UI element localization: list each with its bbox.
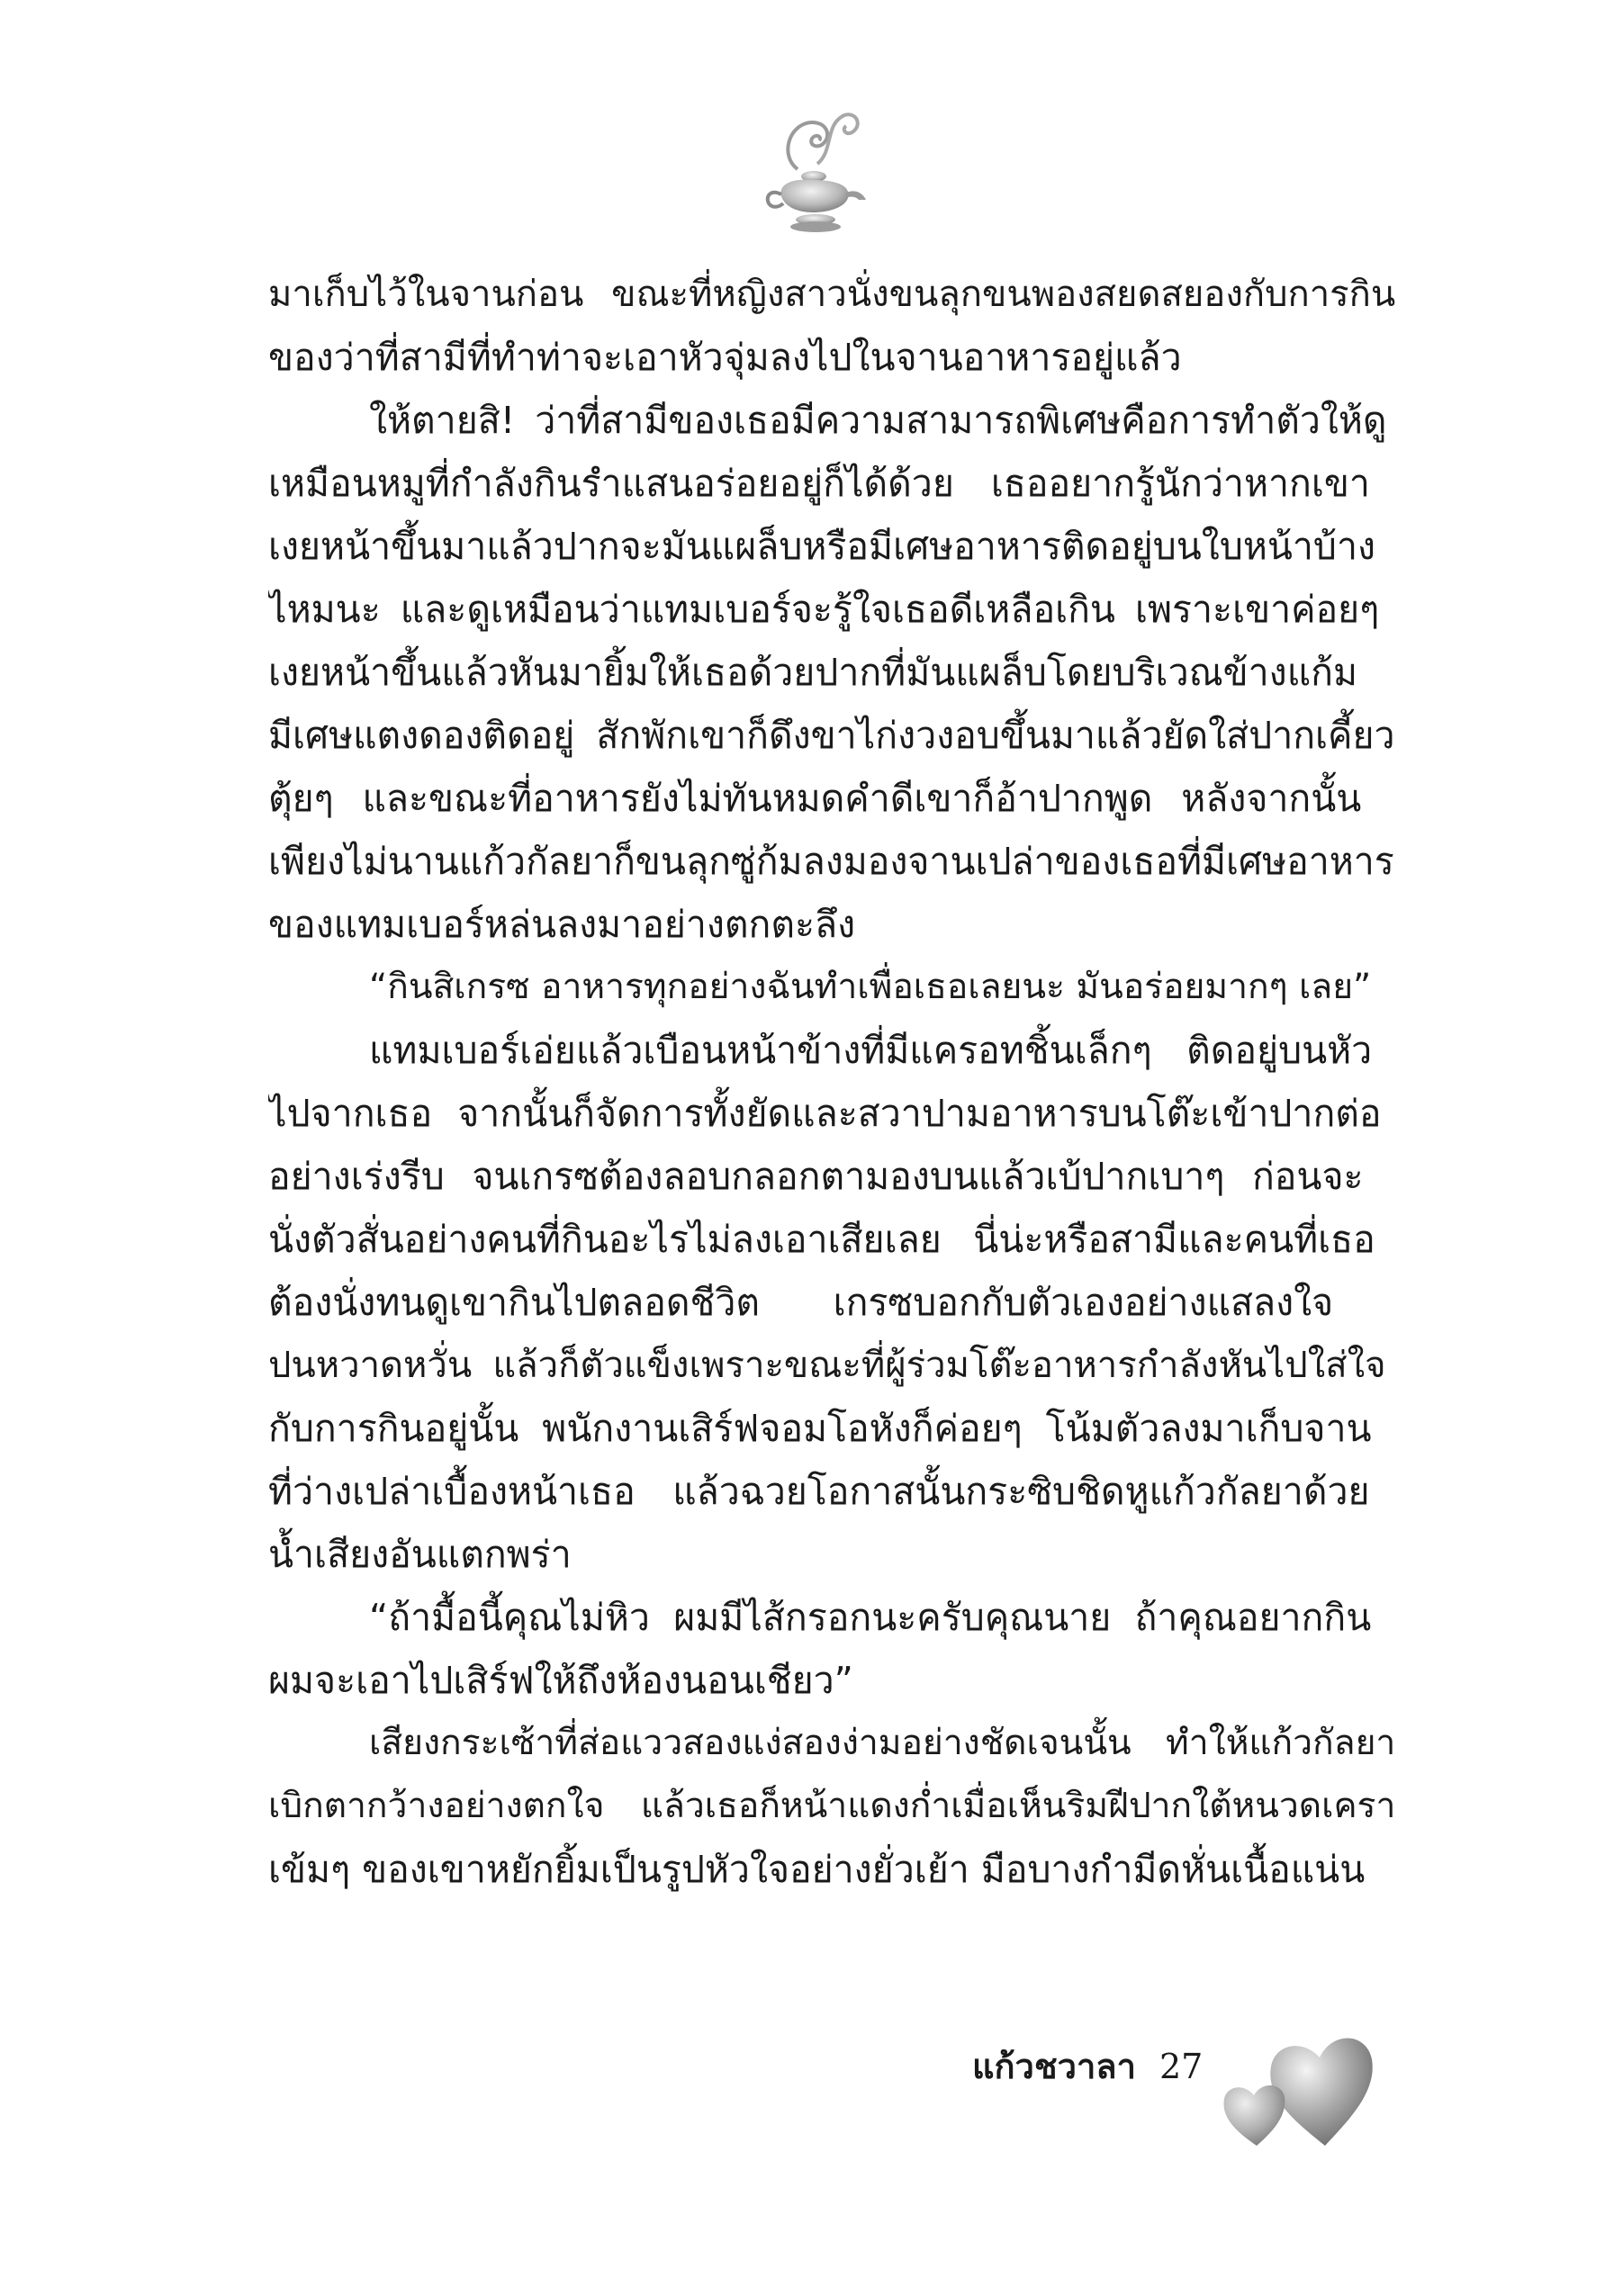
body-text — [268, 263, 1395, 1901]
text-line: “กินสิเกรซ อาหารทุกอย่างฉันทำเพื่อเธอเลยนะ มันอร่อยมากๆ เลย” — [369, 967, 1372, 1007]
text-line: กับการกินอยู่นั้น พนักงานเสิร์ฟจอมโอหังก็ค่อยๆ โน้มตัวลงมาเก็บจาน — [268, 1407, 1372, 1450]
text-line: มาเก็บไว้ในจานก่อน ขณะที่หญิงสาวนั่งขนลุกขนพองสยดสยองกับการกิน — [268, 274, 1395, 315]
text-line: เหมือนหมูที่กำลังกินรำแสนอร่อยอยู่ก็ได้ด้วย เธออยากรู้นักว่าหากเขา — [268, 462, 1370, 505]
text-line: ไหมนะ และดูเหมือนว่าแทมเบอร์จะรู้ใจเธอดีเหลือเกิน เพราะเขาค่อยๆ — [268, 588, 1380, 631]
text-line: เงยหน้าขึ้นมาแล้วปากจะมันแผล็บหรือมีเศษอาหารติดอยู่บนใบหน้าบ้าง — [268, 525, 1375, 568]
text-line: เพียงไม่นานแก้วกัลยาก็ขนลุกซู่ก้มลงมองจานเปล่าของเธอที่มีเศษอาหาร — [268, 840, 1394, 883]
magic-lamp-icon — [762, 106, 868, 241]
paragraph — [268, 1712, 1395, 1901]
text-line: มีเศษแตงดองติดอยู่ สักพักเขาก็ดึงขาไก่งวงอบขึ้นมาแล้วยัดใส่ปากเคี้ยว — [268, 714, 1395, 757]
text-line: นั่งตัวสั่นอย่างคนที่กินอะไรไม่ลงเอาเสียเลย นี่น่ะหรือสามีและคนที่เธอ — [268, 1218, 1375, 1261]
text-line: ไปจากเธอ จากนั้นก็จัดการทั้งยัดและสวาปามอาหารบนโต๊ะเข้าปากต่อ — [268, 1092, 1382, 1135]
paragraph — [268, 389, 1395, 956]
hearts-icon — [1213, 2011, 1393, 2155]
text-line: “ถ้ามื้อนี้คุณไม่หิว ผมมีไส้กรอกนะครับคุณนาย ถ้าคุณอยากกิน — [369, 1596, 1372, 1639]
paragraph — [268, 1586, 1395, 1712]
text-line: ผมจะเอาไปเสิร์ฟให้ถึงห้องนอนเชียว” — [268, 1659, 853, 1702]
page-number: 27 — [1159, 2047, 1204, 2086]
text-line: ตุ้ยๆ และขณะที่อาหารยังไม่ทันหมดคำดีเขาก็อ้าปากพูด หลังจากนั้น — [268, 777, 1362, 820]
text-line: เบิกตากว้างอย่างตกใจ แล้วเธอก็หน้าแดงก่ำเมื่อเห็นริมฝีปากใต้หนวดเครา — [268, 1786, 1395, 1826]
text-line: เสียงกระเซ้าที่ส่อแววสองแง่สองง่ามอย่างชัดเจนนั้น ทำให้แก้วกัลยา — [369, 1723, 1395, 1763]
text-line: ที่ว่างเปล่าเบื้องหน้าเธอ แล้วฉวยโอกาสนั้นกระซิบชิดหูแก้วกัลยาด้วย — [268, 1470, 1370, 1513]
page-footer — [972, 2041, 1203, 2092]
book-title: แก้วชวาลา — [972, 2047, 1136, 2086]
paragraph — [268, 956, 1395, 1019]
paragraph — [268, 263, 1395, 389]
text-line: ของว่าที่สามีที่ทำท่าจะเอาหัวจุ่มลงไปในจานอาหารอยู่แล้ว — [268, 336, 1182, 379]
text-line: ให้ตายสิ! ว่าที่สามีของเธอมีความสามารถพิเศษคือการทำตัวให้ดู — [369, 399, 1387, 442]
paragraph — [268, 1019, 1395, 1586]
text-line: ของแทมเบอร์หล่นลงมาอย่างตกตะลึง — [268, 903, 856, 946]
text-line: เงยหน้าขึ้นแล้วหันมายิ้มให้เธอด้วยปากที่มันแผล็บโดยบริเวณข้างแก้ม — [268, 651, 1357, 694]
text-line: อย่างเร่งรีบ จนเกรซต้องลอบกลอกตามองบนแล้วเบ้ปากเบาๆ ก่อนจะ — [268, 1155, 1364, 1198]
text-line: เข้มๆ ของเขาหยักยิ้มเป็นรูปหัวใจอย่างยั่วเย้า มือบางกำมีดหั่นเนื้อแน่น — [268, 1848, 1366, 1891]
text-line: ต้องนั่งทนดูเขากินไปตลอดชีวิต เกรซบอกกับตัวเองอย่างแสลงใจ — [268, 1281, 1334, 1324]
text-line: แทมเบอร์เอ่ยแล้วเบือนหน้าข้างที่มีแครอทชิ้นเล็กๆ ติดอยู่บนหัว — [369, 1029, 1373, 1072]
text-line: ปนหวาดหวั่น แล้วก็ตัวแข็งเพราะขณะที่ผู้ร่วมโต๊ะอาหารกำลังหันไปใส่ใจ — [268, 1345, 1386, 1386]
text-line: น้ำเสียงอันแตกพร่า — [268, 1533, 572, 1576]
